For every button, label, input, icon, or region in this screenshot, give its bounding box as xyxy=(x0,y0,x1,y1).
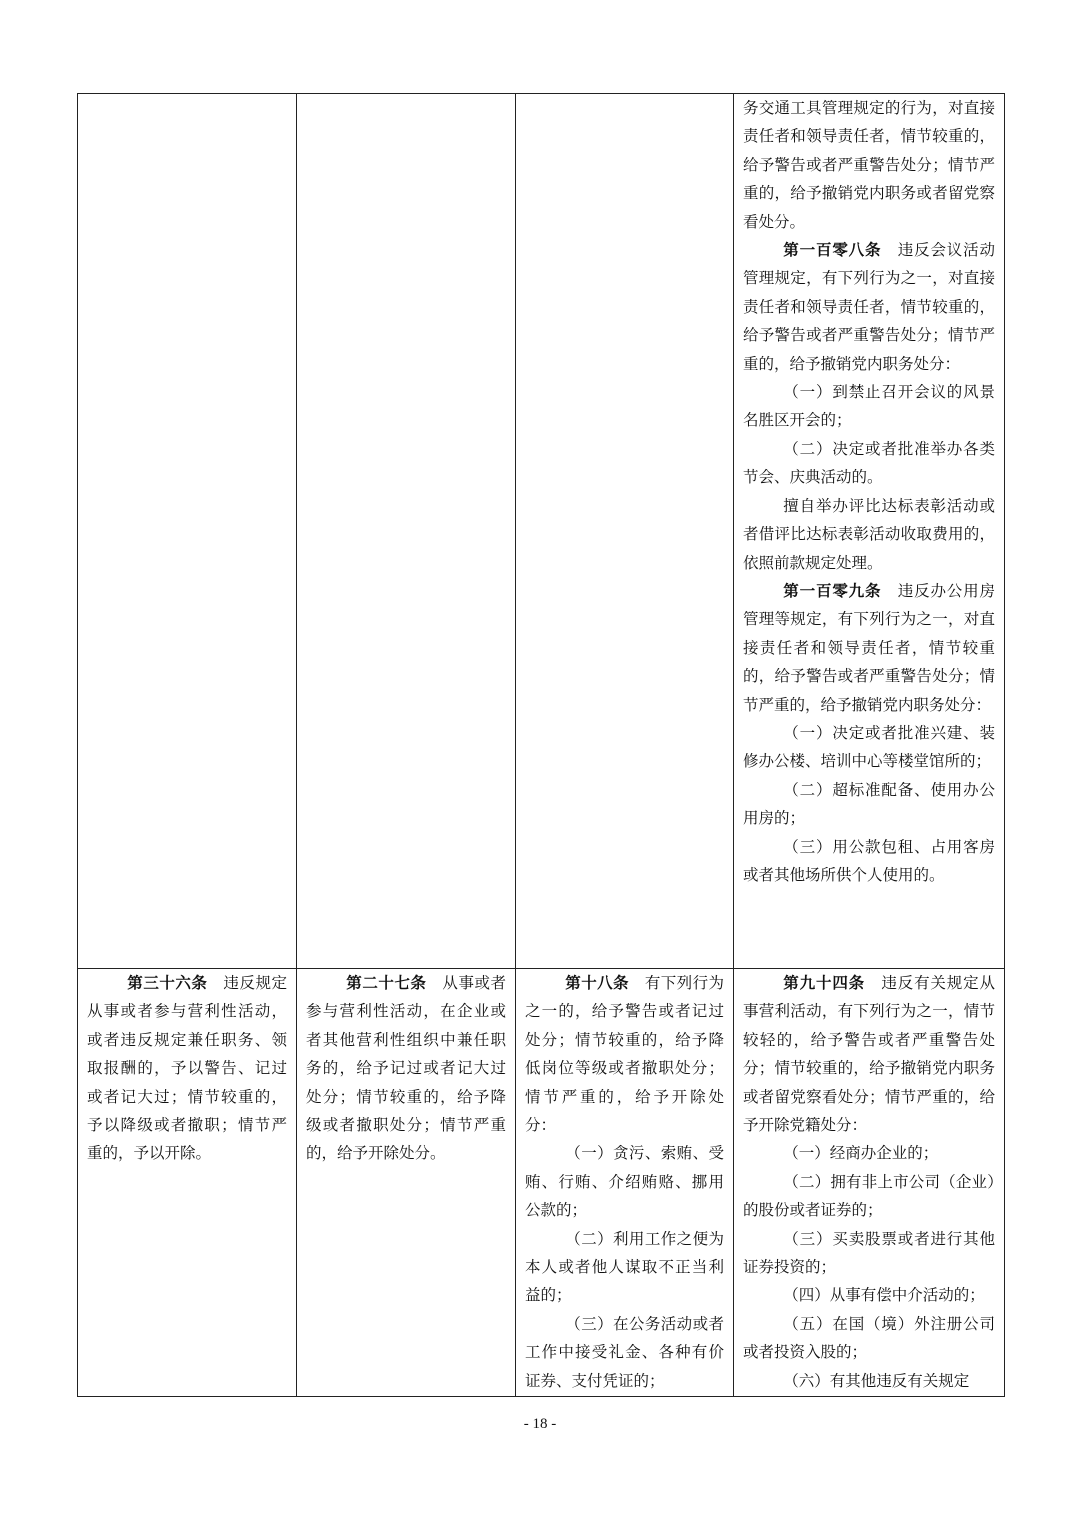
article-36 xyxy=(87,969,287,1168)
list-item: （二）拥有非上市公司（企业）的股份或者证券的； xyxy=(743,1172,995,1220)
cell-col2-empty xyxy=(297,94,516,969)
article-109 xyxy=(743,577,995,719)
article-27 xyxy=(306,969,506,1168)
list-item: （三）在公务活动或者工作中接受礼金、各种有价证券、支付凭证的； xyxy=(525,1314,724,1390)
list-item: （二）利用工作之便为本人或者他人谋取不正当利益的； xyxy=(525,1229,724,1305)
article-title: 第二十七条 xyxy=(346,973,427,992)
article-body: 违反会议活动管理规定，有下列行为之一，对直接责任者和领导责任者，情节较重的，给予警告或者严重警告处分；情节严重的，给予撤销党内职务处分： xyxy=(743,241,995,373)
article-body: 有下列行为之一的，给予警告或者记过处分；情节较重的，给予降低岗位等级或者撤职处分；情节严重的，给予开除处分： xyxy=(525,974,724,1135)
list-item: （一）经商办企业的； xyxy=(783,1144,939,1163)
list-item: （三）用公款包租、占用客房或者其他场所供个人使用的。 xyxy=(743,837,995,884)
table-row xyxy=(78,969,1005,1397)
article-title: 第三十六条 xyxy=(127,973,208,992)
article-title: 第九十四条 xyxy=(783,973,866,992)
list-item: （一）贪污、索贿、受贿、行贿、介绍贿赂、挪用公款的； xyxy=(525,1144,724,1220)
cell-col2 xyxy=(297,969,516,1397)
list-item: （四）从事有偿中介活动的； xyxy=(783,1286,985,1305)
list-item: （三）买卖股票或者进行其他证券投资的； xyxy=(743,1229,995,1277)
article-title: 第一百零九条 xyxy=(783,580,882,600)
article-body: 违反规定从事或者参与营利性活动，或者违反规定兼任职务、领取报酬的，予以警告、记过或者记大过；情节较重的，予以降级或者撤职；情节严重的，予以开除。 xyxy=(87,974,287,1163)
cell-col1 xyxy=(78,969,297,1397)
list-item: （六）有其他违反有关规定 xyxy=(783,1371,970,1390)
list-item: （二）决定或者批准举办各类节会、庆典活动的。 xyxy=(743,439,995,487)
cell-col4 xyxy=(734,969,1005,1397)
table-row xyxy=(78,94,1005,969)
comparison-table xyxy=(77,93,1005,1397)
cell-col1-empty xyxy=(78,94,297,969)
list-item: （五）在国（境）外注册公司或者投资入股的； xyxy=(743,1314,995,1362)
paragraph: 擅自举办评比达标表彰活动或者借评比达标表彰活动收取费用的，依照前款规定处理。 xyxy=(743,496,995,572)
article-body: 违反有关规定从事营利活动，有下列行为之一，情节较轻的，给予警告或者严重警告处分；情节较重的，给予撤销党内职务或者留党察看处分；情节严重的，给予开除党籍处分： xyxy=(743,974,995,1135)
page-number: - 18 - xyxy=(523,1416,557,1432)
article-108 xyxy=(743,236,995,378)
cell-col3-empty xyxy=(516,94,734,969)
list-item: （一）决定或者批准兴建、装修办公楼、培训中心等楼堂馆所的； xyxy=(743,723,995,771)
article-18 xyxy=(525,969,724,1139)
article-body: 从事或者参与营利性活动，在企业或者其他营利性组织中兼任职务的，给予记过或者记大过处分；情节较重的，给予降级或者撤职处分；情节严重的，给予开除处分。 xyxy=(306,974,506,1163)
article-title: 第一百零八条 xyxy=(783,240,882,260)
continued-text: 务交通工具管理规定的行为，对直接责任者和领导责任者，情节较重的，给予警告或者严重警告处分；情节严重的，给予撤销党内职务或者留党察看处分。 xyxy=(743,99,995,231)
article-body: 违反办公用房管理等规定，有下列行为之一，对直接责任者和领导责任者，情节较重的，给予警告或者严重警告处分；情节严重的，给予撤销党内职务处分： xyxy=(743,581,995,714)
cell-col4-continued xyxy=(734,94,1005,969)
list-item: （一）到禁止召开会议的风景名胜区开会的； xyxy=(743,383,995,430)
article-title: 第十八条 xyxy=(565,973,629,992)
cell-col3 xyxy=(516,969,734,1397)
article-94 xyxy=(743,969,995,1139)
list-item: （二）超标准配备、使用办公用房的； xyxy=(743,780,995,828)
